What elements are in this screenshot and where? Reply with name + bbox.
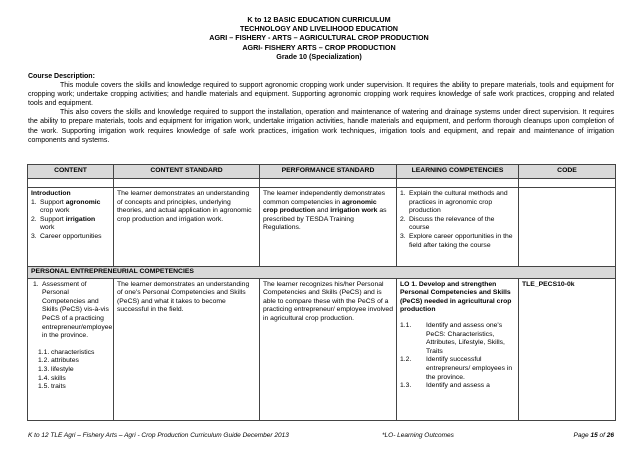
content-cell	[28, 188, 114, 267]
list-item: 1.4. skills	[38, 374, 66, 382]
list-item: 1.1. Identify and assess one's PeCS: Characteristics, Attributes, Lifestyle, Skills, Traits	[400, 321, 505, 355]
list-item: 1. Assessment of Personal Competencies and Skills (PeCS) vis-à-vis PeCS of a practicing entrepreneur/employee in the province.	[33, 280, 113, 340]
footer-document-title: K to 12 TLE Agri – Fishery Arts – Agri - Crop Production Curriculum Guide December 2013	[28, 432, 289, 439]
list-item: 1.3. Identify and assess a	[400, 382, 490, 390]
header-content-standard: CONTENT STANDARD	[114, 165, 260, 179]
curriculum-table	[27, 164, 616, 421]
table-row	[28, 188, 616, 267]
list-item: 1.1. characteristics	[38, 348, 95, 356]
header-content: CONTENT	[28, 165, 114, 179]
learning-competencies-cell	[397, 188, 519, 267]
header-learning-competencies: LEARNING COMPETENCIES	[397, 165, 519, 179]
table-header-row	[28, 165, 616, 179]
spacer-row	[28, 179, 616, 188]
code-cell	[519, 188, 616, 267]
code-cell: TLE_PECS10-0k	[519, 278, 616, 420]
learning-competencies-cell	[397, 278, 519, 420]
learning-outcome-title: LO 1. Develop and strengthen Personal Competencies and Skills (PeCS) needed in agricultural crop production	[400, 280, 512, 314]
header-line-4: AGRI- FISHERY ARTS – CROP PRODUCTION	[242, 42, 396, 52]
document-header	[0, 15, 638, 61]
course-description-paragraph-1: This module covers the skills and knowledge required to support agronomic cropping work under supervision. It requires the ability to prepare materials, tools and equipment for cropping work; undertake cropping activities; and handle materials and equipment. Supporting agronomic cropping work requires knowledge of safe work practices, cropping and related tools and equipment.	[28, 82, 614, 108]
content-sublist	[33, 349, 110, 392]
header-code: CODE	[519, 165, 616, 179]
performance-standard-cell: The learner independently demonstrates common competencies in agronomic crop production and irrigation work as prescribed by TESDA Training Regulations.	[260, 188, 397, 267]
footer-note: *LO- Learning Outcomes	[382, 432, 454, 439]
course-description-label: Course Description:	[28, 73, 95, 80]
content-standard-cell: The learner demonstrates an understanding of concepts and principles, underlying theories, and actual application in agronomic crop production and irrigation work.	[114, 188, 260, 267]
header-line-3: AGRI – FISHERY - ARTS – AGRICULTURAL CROP PRODUCTION	[209, 33, 429, 43]
content-title: Introduction	[31, 190, 71, 197]
header-performance-standard: PERFORMANCE STANDARD	[260, 165, 397, 179]
performance-standard-cell: The learner recognizes his/her Personal Competencies and Skills (PeCS) and is able to compare these with the PeCS of a practicing entrepreneur/ employee involved in agricultural crop production.	[260, 278, 397, 420]
content-standard-cell: The learner demonstrates an understanding of one's Personal Competencies and Skills (PeCS) and what it takes to become successful in the field.	[114, 278, 260, 420]
course-description	[28, 72, 614, 145]
header-line-5: Grade 10 (Specialization)	[276, 51, 362, 61]
list-item: 1.2. Identify successful entrepreneurs/ employees in the province.	[400, 356, 513, 381]
content-cell	[28, 278, 114, 420]
course-description-paragraph-2: This also covers the skills and knowledge required to support the installation, operation and maintenance of watering and drainage systems under direct supervision. It requires the ability to prepare materials, tools and equipment for irrigation work, undertake irrigation activities, handle materials and equipment, and perform thorough cleanups upon completion of the work. Supporting irrigation work requires knowledge of safe work practices, irrigation work techniques, irrigation tools and equipment, and repair and maintenance of irrigation components and systems.	[28, 109, 614, 144]
list-item: 1. Explain the cultural methods and practices in agronomic crop production	[400, 190, 508, 215]
footer-page-number: Page 15 of 26	[573, 432, 614, 439]
learning-outcome-list	[400, 322, 515, 391]
content-list	[31, 199, 110, 242]
list-item: 3. Career opportunities	[31, 232, 102, 240]
list-item: 1.3. lifestyle	[38, 365, 74, 373]
section-title: PERSONAL ENTREPRENEURIAL COMPETENCIES	[28, 267, 616, 279]
section-row	[28, 267, 616, 279]
list-item: 1. Support agronomic crop work	[31, 198, 101, 215]
list-item: 3. Explore career opportunities in the field after taking the course	[400, 232, 513, 249]
content-list	[33, 280, 113, 341]
header-line-1: K to 12 BASIC EDUCATION CURRICULUM	[247, 15, 391, 24]
list-item: 2. Discuss the relevance of the course	[400, 215, 495, 232]
header-line-2: TECHNOLOGY AND LIVELIHOOD EDUCATION	[240, 24, 398, 34]
table-row	[28, 278, 616, 420]
competency-list	[400, 190, 515, 250]
list-item: 1.5. traits	[38, 383, 66, 391]
list-item: 2. Support irrigation work	[31, 215, 96, 232]
list-item: 1.2. attributes	[38, 357, 79, 365]
